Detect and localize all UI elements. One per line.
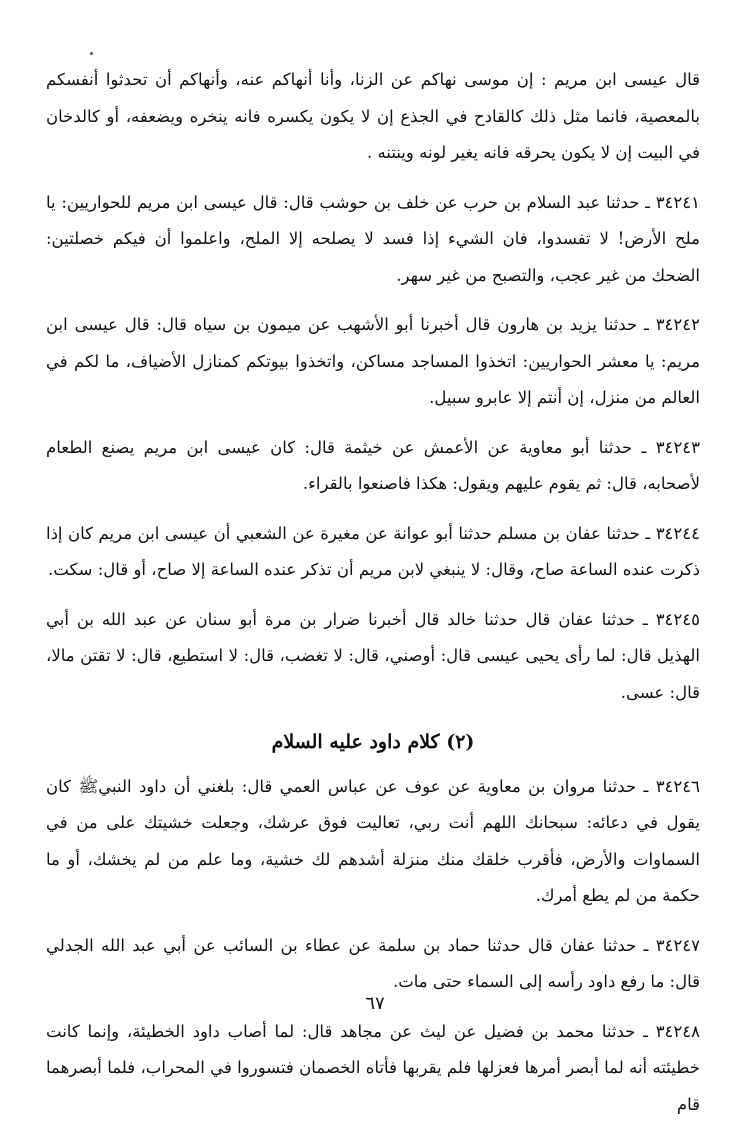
page-number: ٦٧ — [365, 993, 385, 1014]
paragraph-1: قال عيسى ابن مريم : إن موسى نهاكم عن الزنا، وأنا أنهاكم عنه، وأنهاكم أن تحدثوا أنفسكم بالمعصية، فانما مثل ذلك كالقادح في الجذع إن لا يكون يكسره فانه ينخره ويضعفه، أو كالدخان في البيت إن لا يكون يحرقه فانه يغير لونه وينتنه . — [46, 70, 700, 162]
paragraph-34244: ٣٤٢٤٤ ـ حدثنا عفان بن مسلم حدثنا أبو عوانة عن مغيرة عن الشعبي أن عيسى ابن مريم كان إذا ذكرت عنده الساعة صاح، وقال: لا ينبغي لابن مريم أن تذكر عنده الساعة إلا صاح، أو قال: سكت. — [46, 523, 700, 579]
section-heading: (٢) كلام داود عليه السلام — [271, 731, 475, 753]
paragraph-34241: ٣٤٢٤١ ـ حدثنا عبد السلام بن حرب عن خلف بن حوشب قال: قال عيسى ابن مريم للحواريين: يا ملح الأرض! لا تفسدوا، فان الشيء إذا فسد لا يصلحه إلا الملح، واعلموا أن فيكم خصلتين: الضحك من غير عجب، والتصبح من غير سهر. — [46, 192, 700, 285]
page-text — [46, 62, 700, 1136]
speck — [90, 52, 93, 55]
paragraph-34248: ٣٤٢٤٨ ـ حدثنا محمد بن فضيل عن ليث عن مجاهد قال: لما أصاب داود الخطيئة، وإنما كانت خطيئته أنه لما أبصر أمرها فعزلها فلم يقربها فأتاه الخصمان فتسوروا في المحراب، فلما أبصرهما قام — [46, 1021, 700, 1114]
paragraph-34242: ٣٤٢٤٢ ـ حدثنا يزيد بن هارون قال أخبرنا أبو الأشهب عن ميمون بن سياه قال: قال عيسى ابن مريم: يا معشر الحواريين: اتخذوا المساجد مساكن، واتخذوا بيوتكم كمنازل الأضياف، ما لكم في العالم من منزل، إن أنتم إلا عابرو سبيل. — [46, 315, 700, 407]
paragraph-34245: ٣٤٢٤٥ ـ حدثنا عفان قال حدثنا خالد قال أخبرنا ضرار بن مرة أبو سنان عن عبد الله بن أبي الهذيل قال: لما رأى يحيى عيسى قال: أوصني، قال: لا تغضب، قال: لا استطيع، قال: لا تقتن مالا، قال: عسى. — [46, 609, 700, 702]
paragraph-34243: ٣٤٢٤٣ ـ حدثنا أبو معاوية عن الأعمش عن خيثمة قال: كان عيسى ابن مريم يصنع الطعام لأصحابه، قال: ثم يقوم عليهم ويقول: هكذا فاصنعوا بالقراء. — [46, 437, 700, 493]
paragraph-34246: ٣٤٢٤٦ ـ حدثنا مروان بن معاوية عن عوف عن عباس العمي قال: بلغني أن داود النبيﷺ كان يقول في دعائه: سبحانك اللهم أنت ربي، تعاليت فوق عرشك، وجعلت خشيتك على من في السماوات والأرض، فأقرب خلقك منك منزلة أشدهم لك خشية، وما علم من لم يخشك، أو ما حكمة من لم يطع أمرك. — [46, 776, 700, 905]
paragraph-34247: ٣٤٢٤٧ ـ حدثنا عفان قال حدثنا حماد بن سلمة عن عطاء بن السائب عن أبي عبد الله الجدلي قال: ما رفع داود رأسه إلى السماء حتى مات. — [46, 935, 700, 991]
